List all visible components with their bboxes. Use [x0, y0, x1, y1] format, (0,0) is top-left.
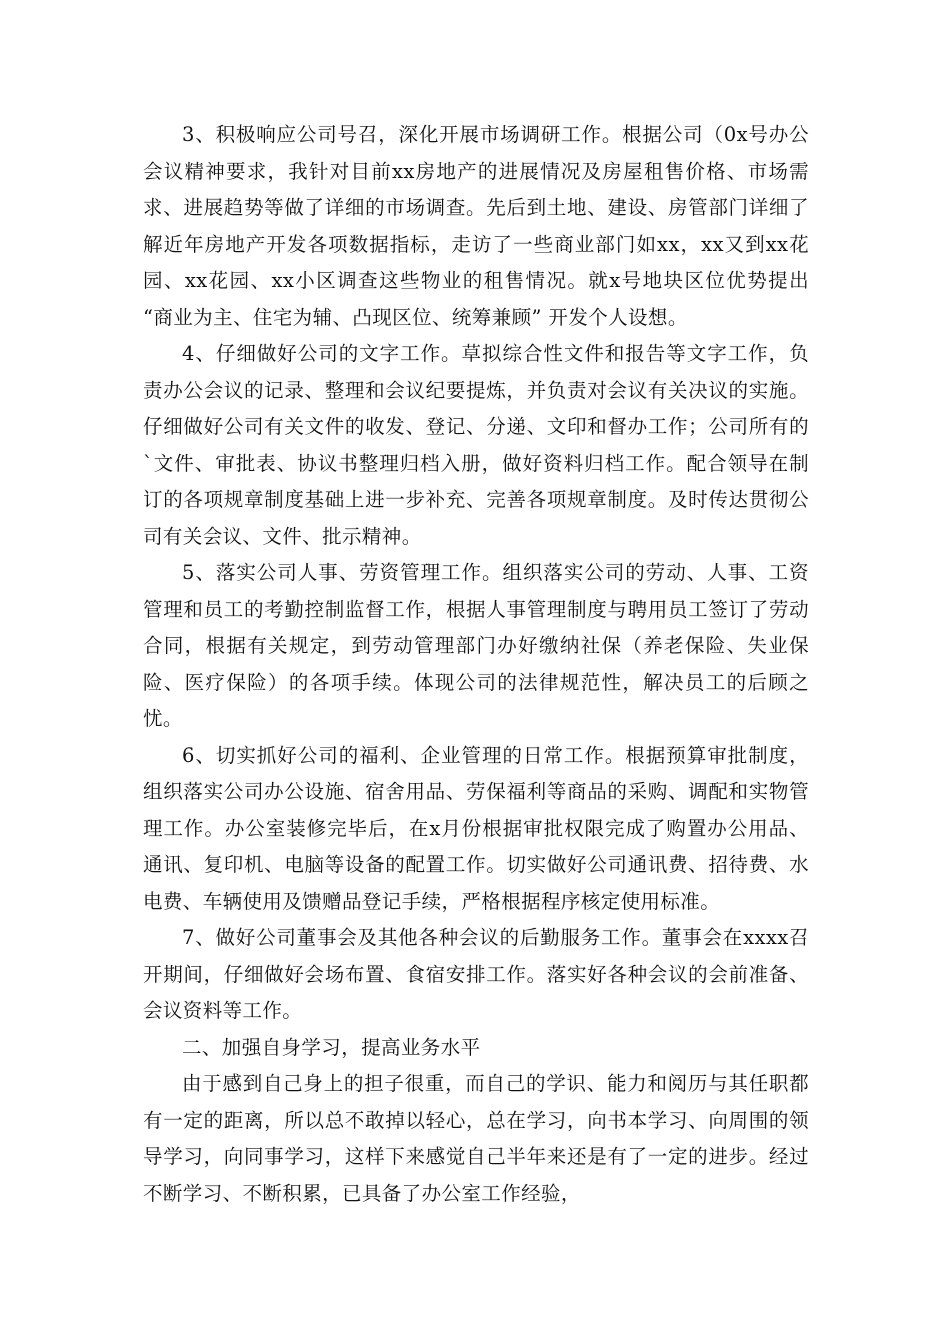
paragraph-welfare-management: 6、切实抓好公司的福利、企业管理的日常工作。根据预算审批制度，组织落实公司办公设施、宿舍用品、劳保福利等商品的采购、调配和实物管理工作。办公室装修完毕后，在x月份根据审批权限完成了购置办公用品、通讯、复印机、电脑等设备的配置工作。切实做好公司通讯费、招待费、水电费、车辆使用及馈赠品登记手续，严格根据程序核定使用标准。 [143, 743, 809, 913]
paragraph-self-study: 由于感到自己身上的担子很重，而自己的学识、能力和阅历与其任职都有一定的距离，所以总不敢掉以轻心，总在学习，向书本学习、向周围的领导学习，向同事学习，这样下来感觉自己半年来还是有了一定的进步。经过不断学习、不断积累，已具备了办公室工作经验， [143, 1072, 809, 1205]
document-body [143, 117, 809, 1212]
paragraph-personnel-management: 5、落实公司人事、劳资管理工作。组织落实公司的劳动、人事、工资管理和员工的考勤控制监督工作，根据人事管理制度与聘用员工签订了劳动合同，根据有关规定，到劳动管理部门办好缴纳社保（养老保险、失业保险、医疗保险）的各项手续。体现公司的法律规范性，解决员工的后顾之忧。 [143, 561, 809, 730]
paragraph-market-research: 3、积极响应公司号召，深化开展市场调研工作。根据公司（0x号办公会议精神要求，我针对目前xx房地产的进展情况及房屋租售价格、市场需求、进展趋势等做了详细的市场调查。先后到土地、建设、房管部门详细了解近年房地产开发各项数据指标，走访了一些商业部门如xx，xx又到xx花园、xx花园、xx小区调查这些物业的租售情况。就x号地块区位优势提出 “商业为主、住宅为辅、凸现区位、统筹兼顾” 开发个人设想。 [143, 123, 809, 329]
paragraph-writing-work: 4、仔细做好公司的文字工作。草拟综合性文件和报告等文字工作，负责办公会议的记录、整理和会议纪要提炼，并负责对会议有关决议的实施。仔细做好公司有关文件的收发、登记、分递、文印和督办工作；公司所有的`文件、审批表、协议书整理归档入册，做好资料归档工作。配合领导在制订的各项规章制度基础上进一步补充、完善各项规章制度。及时传达贯彻公司有关会议、文件、批示精神。 [143, 342, 809, 548]
paragraph-meeting-logistics: 7、做好公司董事会及其他各种会议的后勤服务工作。董事会在xxxx召开期间，仔细做好会场布置、食宿安排工作。落实好各种会议的会前准备、会议资料等工作。 [143, 926, 809, 1022]
section-heading: 二、加强自身学习，提高业务水平 [182, 1035, 481, 1059]
